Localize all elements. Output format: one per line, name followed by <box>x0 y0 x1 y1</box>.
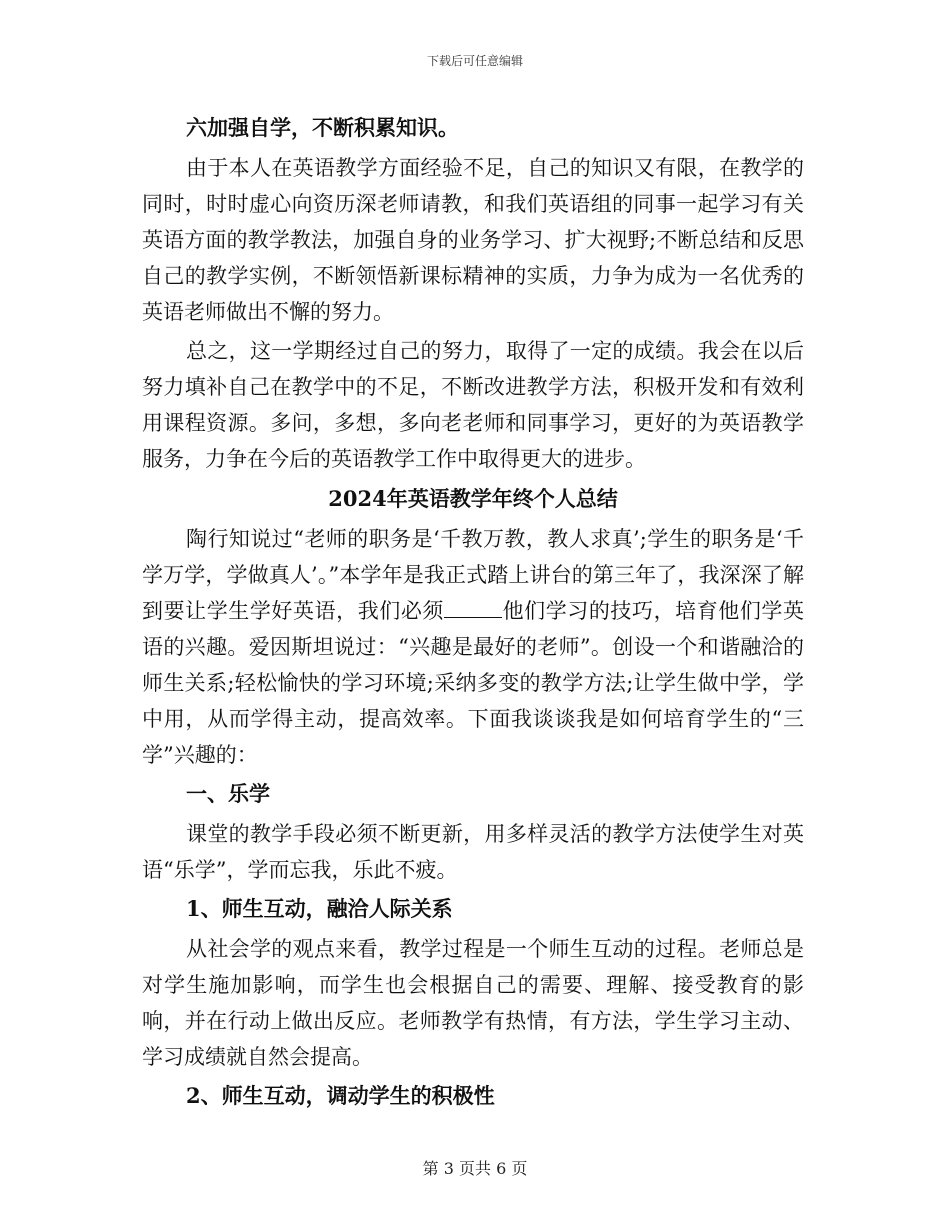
page-header: 下载后可任意编辑 <box>426 54 523 68</box>
document-body <box>142 110 804 1118</box>
paragraph-happy-learning: 课堂的教学手段必须不断更新，用多样灵活的教学方法使学生对英语“乐学”，学而忘我，乐此不疲。 <box>142 822 804 882</box>
intro-text-before-blank: 陶行知说过“老师的职务是‘千教万教，教人求真’;学生的职务是‘千学万学，学做真人’。”本学年是我正式踏上讲台的第三年了，我深深了解到要让学生学好英语，我们必须 <box>142 527 804 623</box>
subsection-heading-2: 2、师生互动，调动学生的积极性 <box>186 1083 495 1108</box>
paragraph-intro <box>142 521 804 773</box>
section-heading-6: 六加强自学，不断积累知识。 <box>186 115 459 140</box>
subsection-heading-1: 1、师生互动，融洽人际关系 <box>186 896 453 921</box>
paragraph-self-study: 由于本人在英语教学方面经验不足，自己的知识又有限，在教学的同时，时时虚心向资历深老师请教，和我们英语组的同事一起学习有关英语方面的教学教法，加强自身的业务学习、扩大视野;不断总结和反思自己的教学实例，不断领悟新课标精神的实质，力争为成为一名优秀的英语老师做出不懈的努力。 <box>142 156 804 324</box>
section-heading-yi: 一、乐学 <box>186 781 270 806</box>
paragraph-conclusion: 总之，这一学期经过自己的努力，取得了一定的成绩。我会在以后努力填补自己在教学中的不足，不断改进教学方法，积极开发和有效利用课程资源。多问，多想，多向老老师和同事学习，更好的为英语教学服务，力争在今后的英语教学工作中取得更大的进步。 <box>142 339 804 471</box>
page-footer: 第 3 页共 6 页 <box>422 1159 528 1178</box>
intro-text-after-blank: 他们学习的技巧，培育他们学英语的兴趣。爱因斯坦说过：“兴趣是最好的老师”。创设一个和谐融洽的师生关系;轻松愉快的学习环境;采纳多变的教学方法;让学生做中学，学中用，从而学得主动，提高效率。下面我谈谈我是如何培育学生的“三学”兴趣的： <box>142 599 804 767</box>
paragraph-interaction: 从社会学的观点来看，教学过程是一个师生互动的过程。老师总是对学生施加影响，而学生也会根据自己的需要、理解、接受教育的影响，并在行动上做出反应。老师教学有热情，有方法，学生学习主动、学习成绩就自然会提高。 <box>142 937 804 1069</box>
document-title: 2024年英语教学年终个人总结 <box>328 486 618 511</box>
fill-in-blank <box>444 599 502 618</box>
